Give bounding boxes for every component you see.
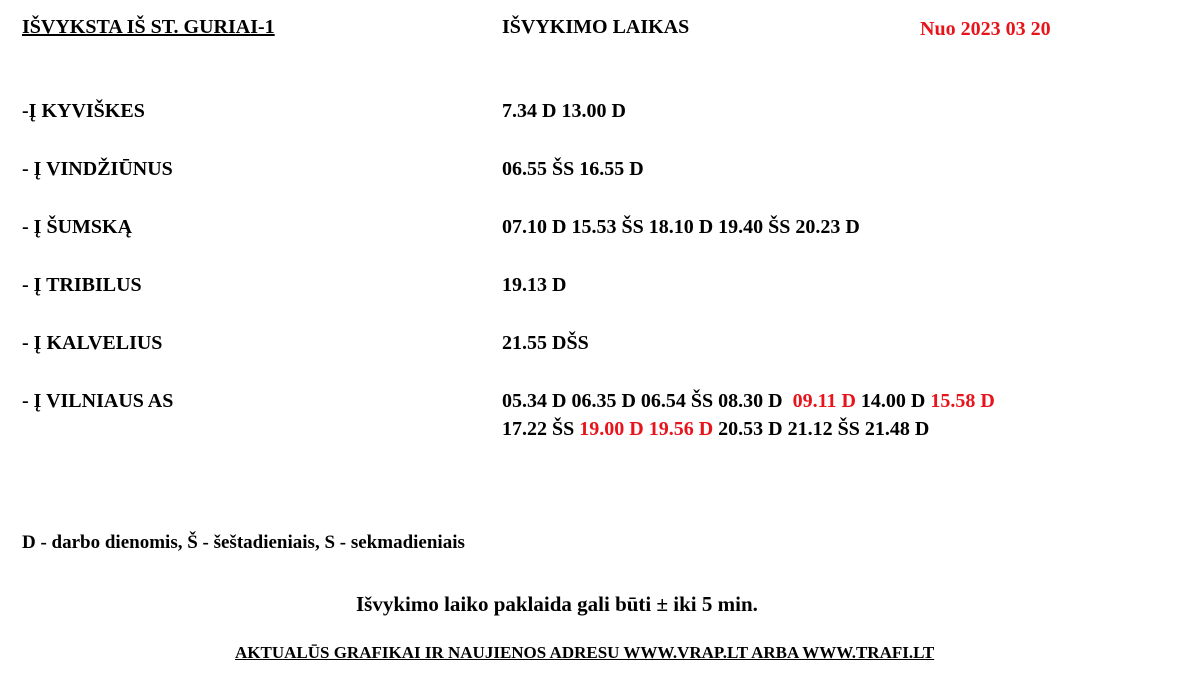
departure-time: 06.55 ŠS 16.55 D <box>502 158 644 180</box>
route-times <box>502 97 626 125</box>
route-times <box>502 271 566 299</box>
departure-time: 17.22 ŠS <box>502 418 580 440</box>
route-times <box>502 329 589 357</box>
tolerance-note: Išvykimo laiko paklaida gali būti ± iki 5 min. <box>356 592 758 616</box>
times-line <box>502 155 644 183</box>
route-times <box>502 155 644 183</box>
departure-time: 14.00 D <box>855 390 931 412</box>
time-header: IŠVYKIMO LAIKAS <box>502 16 690 38</box>
highlighted-departure-time: 09.11 D <box>792 390 856 412</box>
times-line <box>502 271 566 299</box>
times-line <box>502 329 589 357</box>
route-destination: - Į VINDŽIŪNUS <box>22 158 173 180</box>
route-destination: -Į KYVIŠKES <box>22 100 145 122</box>
legend-text: D - darbo dienomis, Š - šeštadieniais, S - sekmadieniais <box>22 532 465 553</box>
route-times <box>502 387 995 443</box>
times-line <box>502 415 995 443</box>
times-line <box>502 213 860 241</box>
departure-time: 07.10 D 15.53 ŠS 18.10 D 19.40 ŠS 20.23 D <box>502 216 860 238</box>
highlighted-departure-time: 19.00 D 19.56 D <box>579 418 714 440</box>
departure-header: IŠVYKSTA IŠ ST. GURIAI-1 <box>22 16 275 38</box>
departure-time: 19.13 D <box>502 274 567 296</box>
times-line <box>502 97 626 125</box>
departure-time: 7.34 D 13.00 D <box>502 100 626 122</box>
route-destination: - Į KALVELIUS <box>22 332 163 354</box>
route-destination: - Į ŠUMSKĄ <box>22 216 133 238</box>
footer-links: AKTUALŪS GRAFIKAI IR NAUJIENOS ADRESU WWW.VRAP.LT ARBA WWW.TRAFI.LT <box>235 643 935 662</box>
departure-time: 20.53 D 21.12 ŠS 21.48 D <box>713 418 930 440</box>
times-line <box>502 387 995 415</box>
highlighted-departure-time: 15.58 D <box>930 390 995 412</box>
departure-time: 21.55 DŠS <box>502 332 589 354</box>
route-destination: - Į TRIBILUS <box>22 274 142 296</box>
route-times <box>502 213 860 241</box>
route-destination: - Į VILNIAUS AS <box>22 390 174 412</box>
valid-from-date: Nuo 2023 03 20 <box>920 18 1051 40</box>
departure-time: 05.34 D 06.35 D 06.54 ŠS 08.30 D <box>502 390 793 412</box>
